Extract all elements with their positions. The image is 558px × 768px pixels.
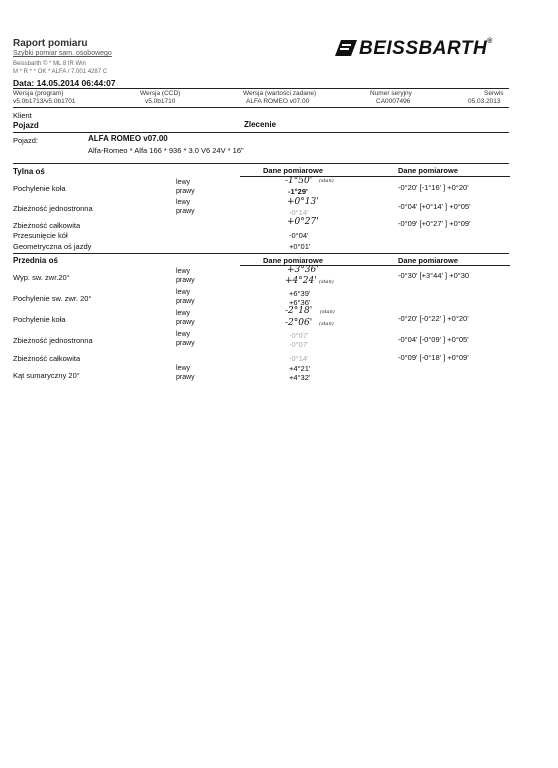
- meta-header-serial: Numer seryjny: [370, 90, 412, 97]
- rear-camber-left-note: (stan): [319, 178, 334, 184]
- front-sai-left-side: lewy: [176, 289, 191, 296]
- rear-total-toe-spec: -0°09' [+0°27' ] +0°09': [398, 219, 471, 228]
- front-camber-right-value: -2°06': [285, 318, 313, 328]
- front-included-right-side: prawy: [176, 374, 195, 381]
- front-caster-spec: -0°30' [+3°44' ] +0°30: [398, 271, 470, 280]
- software-line: Beissbarth © * ML 8 IR Win: [13, 61, 86, 67]
- meta-header-spec: Wersja (wartości zadane): [243, 90, 317, 97]
- client-label: Klient: [13, 111, 32, 120]
- front-axle-heading: Przednia oś: [13, 256, 58, 265]
- front-caster-right-value: +4°24': [285, 276, 317, 286]
- rear-camber-right-value: [288, 187, 308, 196]
- front-sai-right-value: +6°36': [289, 298, 311, 307]
- rear-header-underline: [240, 176, 510, 177]
- front-included-right-value: +4°32': [289, 373, 311, 382]
- front-sai-right-side: prawy: [176, 298, 195, 305]
- rear-setback-value: -0°04': [289, 231, 309, 240]
- logo-text: BEISSBARTH: [359, 38, 488, 59]
- meta-value-service: 05.03.2013: [468, 98, 501, 105]
- report-date: Data: 14.05.2014 06:44:07: [13, 78, 116, 88]
- front-total-toe-label: Zbieżność całkowita: [13, 354, 81, 363]
- front-caster-label: Wyp. sw. zwr.20°: [13, 273, 70, 282]
- front-sai-label: Pochylenie sw. zwr. 20°: [13, 294, 92, 303]
- front-camber-right-side: prawy: [176, 319, 195, 326]
- rear-thrust-label: Geometryczna oś jazdy: [13, 242, 92, 251]
- logo-mark-icon: [335, 40, 357, 56]
- front-total-toe-value: -0°14': [289, 354, 309, 363]
- front-camber-right-note: (stan): [319, 321, 334, 327]
- report-title: Raport pomiaru: [13, 38, 88, 49]
- rear-thrust-value: +0°01': [289, 242, 311, 251]
- client-divider: [13, 132, 509, 133]
- front-measured-header: Dane pomiarowe: [263, 256, 324, 265]
- rear-camber-label: Pochylenie koła: [13, 184, 66, 193]
- front-included-angle-label: Kąt sumaryczny 20°: [13, 371, 80, 380]
- meta-divider: [13, 107, 509, 108]
- rear-camber-left-side: lewy: [176, 179, 191, 186]
- vehicle-field-label: Pojazd:: [13, 136, 39, 145]
- front-camber-left-value: -2°18': [285, 306, 313, 316]
- rear-total-toe-label: Zbieżność całkowita: [13, 221, 81, 230]
- rear-axle-heading: Tylna oś: [13, 167, 45, 176]
- front-toe-left-side: lewy: [176, 331, 191, 338]
- rear-camber-right-value-text: -1°29': [288, 187, 308, 196]
- rear-toe-right-value: -0°14': [289, 208, 309, 217]
- meta-value-ccd: v5.0b1710: [145, 98, 176, 105]
- meta-value-spec: ALFA ROMEO v07.00: [246, 98, 310, 105]
- front-toe-label: Zbieżność jednostronna: [13, 336, 93, 345]
- vehicle-database: ALFA ROMEO v07.00: [88, 134, 168, 143]
- rear-toe-left-value: +0°13': [287, 197, 319, 207]
- front-toe-right-side: prawy: [176, 340, 195, 347]
- front-camber-spec: -0°20' [-0°22' ] +0°20': [398, 314, 469, 323]
- front-caster-left-value: +3°36': [287, 265, 319, 275]
- rear-toe-left-side: lewy: [176, 199, 191, 206]
- front-toe-spec: -0°04' [-0°09' ] +0°05': [398, 335, 469, 344]
- rear-toe-spec: -0°04' [+0°14' ] +0°05': [398, 202, 471, 211]
- front-camber-label: Pochylenie koła: [13, 315, 66, 324]
- rear-toe-right-side: prawy: [176, 208, 195, 215]
- front-toe-right-value: -0°07': [289, 340, 309, 349]
- rear-camber-right-side: prawy: [176, 188, 195, 195]
- front-camber-left-side: lewy: [176, 310, 191, 317]
- front-camber-left-note: (stan): [320, 309, 335, 315]
- vehicle-model: Alfa-Romeo * Alfa 166 * 936 * 3.0 V6 24V * 16": [88, 146, 244, 155]
- vehicle-label: Pojazd: [13, 121, 39, 130]
- rear-axle-divider: [13, 163, 509, 164]
- rear-measured-header: Dane pomiarowe: [263, 166, 324, 175]
- order-label: Zlecenie: [244, 120, 277, 129]
- vehicle-code-line: M * R * * OK * ALFA / 7.001 4287 C: [13, 69, 108, 75]
- meta-value-serial: CA0007496: [376, 98, 411, 105]
- meta-header-service: Serwis: [484, 90, 504, 97]
- front-caster-left-side: lewy: [176, 268, 191, 275]
- front-toe-left-value: -0°07': [289, 331, 309, 340]
- meta-header-program: Wersja (program): [13, 90, 64, 97]
- rear-toe-label: Zbieżność jednostronna: [13, 204, 93, 213]
- meta-header-ccd: Wersja (CCD): [140, 90, 181, 97]
- logo-registered-mark: ®: [487, 38, 493, 45]
- front-caster-right-side: prawy: [176, 277, 195, 284]
- front-spec-header: Dane pomiarowe: [398, 256, 459, 265]
- front-included-left-value: +4°21': [289, 364, 311, 373]
- front-sai-left-value: +6°39': [289, 289, 311, 298]
- header-divider: [13, 88, 509, 89]
- front-axle-divider: [13, 253, 509, 254]
- rear-total-toe-value: +0°27': [287, 217, 319, 227]
- rear-camber-spec: -0°20' [-1°16' ] +0°20': [398, 183, 469, 192]
- rear-camber-left-value: -1°50': [285, 176, 313, 186]
- rear-spec-header: Dane pomiarowe: [398, 166, 459, 175]
- front-caster-right-note: (stan): [319, 279, 334, 285]
- front-included-left-side: lewy: [176, 365, 191, 372]
- report-subtitle: Szybki pomiar sam. osobowego: [13, 50, 112, 57]
- beissbarth-logo: [335, 38, 493, 60]
- front-total-toe-spec: -0°09' [-0°18' ] +0°09': [398, 353, 469, 362]
- meta-value-program: v5.0b1713/v5.0b1701: [13, 98, 76, 105]
- front-header-underline: [240, 265, 510, 266]
- rear-setback-label: Przesunięcie kół: [13, 231, 68, 240]
